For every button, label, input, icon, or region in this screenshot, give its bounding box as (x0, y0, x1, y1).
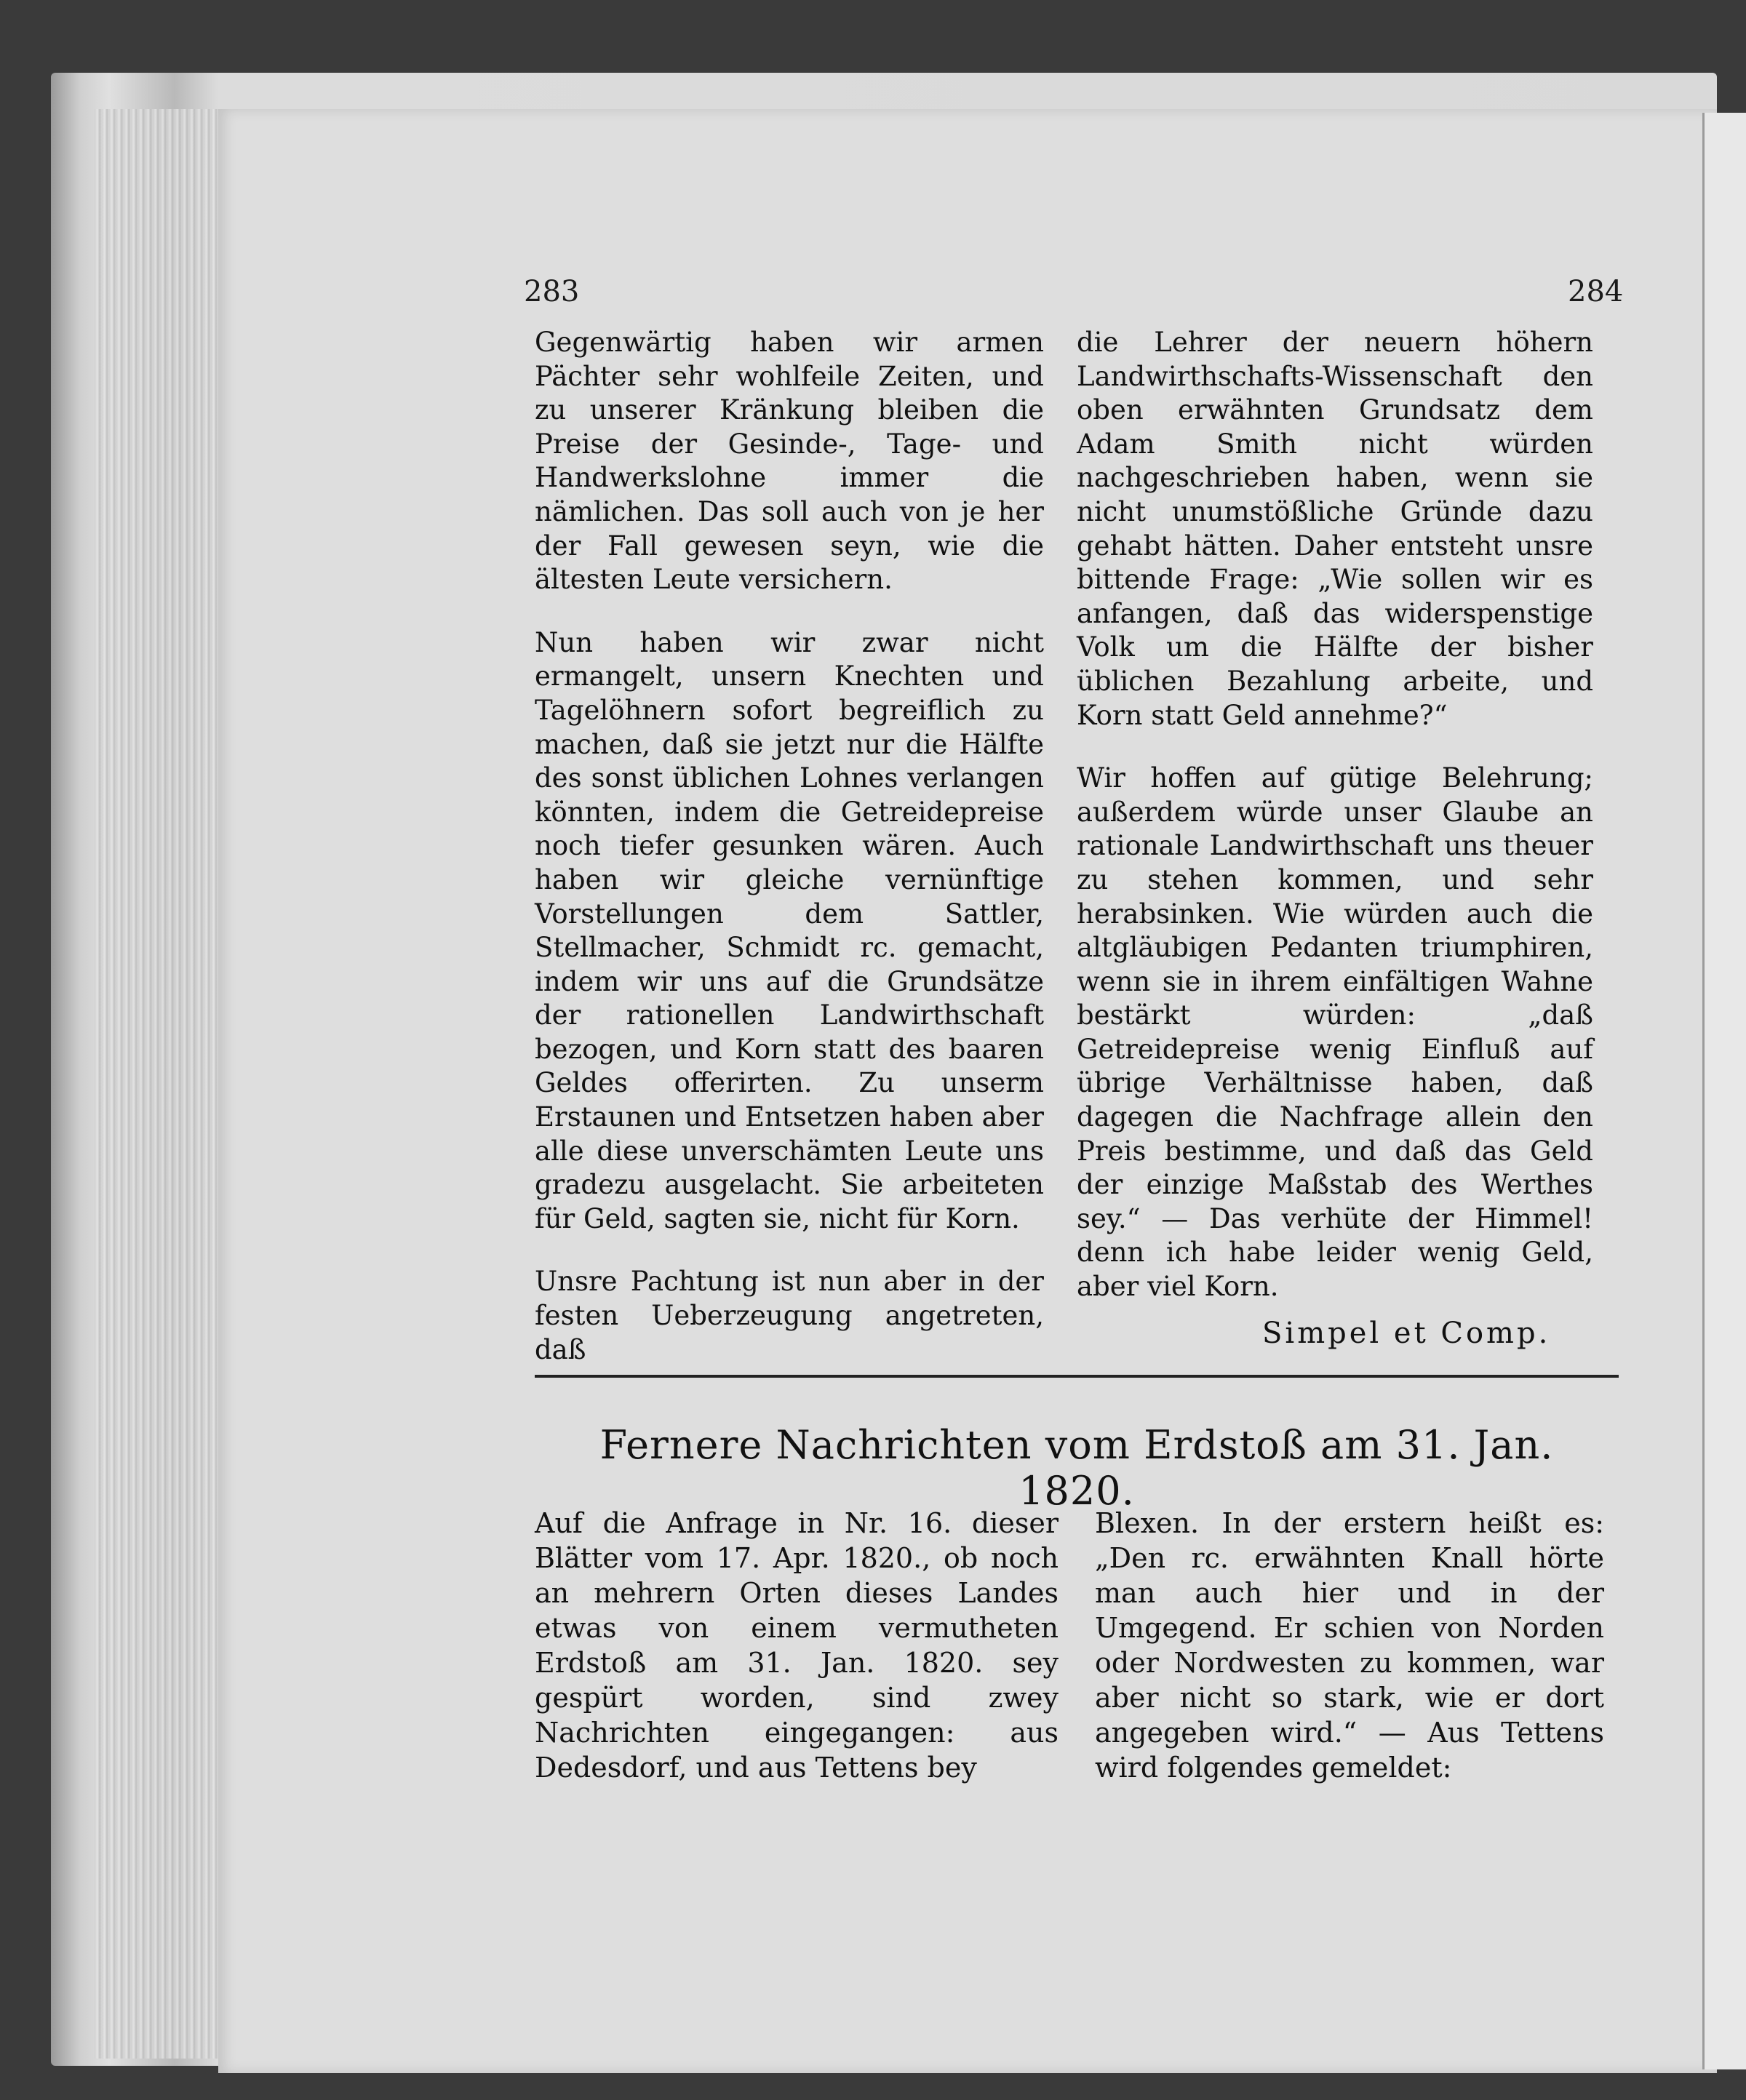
page-number-right: 284 (1568, 275, 1624, 308)
paragraph: Nun haben wir zwar nicht ermangelt, unsern Knechten und Tagelöhnern sofort begreiflich zu machen, daß sie jetzt nur die Hälfte des sonst üblichen Lohnes verlangen könnten, indem die Getreidepreise noch tiefer gesunken wären. Auch haben wir gleiche vernünftige Vorstellungen dem Sattler, Stellmacher, Schmidt rc. gemacht, indem wir uns auf die Grundsätze der rationellen Landwirthschaft bezogen, und Korn statt des baaren Geldes offerirten. Zu unserm Erstaunen und Entsetzen haben aber alle diese unverschämten Leute uns gradezu ausgelacht. Sie arbeiteten für Geld, sagten sie, nicht für Korn. (535, 626, 1044, 1234)
page-number-left: 283 (524, 275, 580, 308)
article2-column-2 (1095, 1506, 1604, 1785)
paragraph: Wir hoffen auf gütige Belehrung; außerdem würde unser Glaube an rationale Landwirthschaft uns theuer zu stehen kommen, und sehr herabsinken. Wie würden auch die altgläubigen Pedanten triumphiren, wenn sie in ihrem einfältigen Wahne bestärkt würden: „daß Getreidepreise wenig Einfluß auf übrige Verhältnisse haben, daß dagegen die Nachfrage allein den Preis bestimme, und daß das Geld der einzige Maßstab des Werthes sey.“ — Das verhüte der Himmel! denn ich habe leider wenig Geld, aber viel Korn. (1077, 762, 1593, 1303)
article2-column-1 (535, 1506, 1059, 1785)
next-page-edge (1702, 113, 1746, 2069)
article-column-1 (535, 326, 1044, 1367)
paragraph: Unsre Pachtung ist nun aber in der festen Ueberzeugung angetreten, daß (535, 1266, 1044, 1365)
section-divider (535, 1375, 1619, 1378)
paragraph: Auf die Anfrage in Nr. 16. dieser Blätter vom 17. Apr. 1820., ob noch an mehrern Orten dieses Landes etwas von einem vermutheten Erdstoß am 31. Jan. 1820. sey gespürt worden, sind zwey Nachrichten eingegangen: aus Dedesdorf, und aus Tettens bey (535, 1507, 1059, 1784)
paragraph: die Lehrer der neuern höhern Landwirthschafts-Wissenschaft den oben erwähnten Grundsatz dem Adam Smith nicht würden nachgeschrieben haben, wenn sie nicht unumstößliche Gründe dazu gehabt hätten. Daher entsteht unsre bittende Frage: „Wie sollen wir es anfangen, daß das widerspenstige Volk um die Hälfte der bisher üblichen Bezahlung arbeite, und Korn statt Geld annehme?“ (1077, 327, 1593, 731)
paragraph: Gegenwärtig haben wir armen Pächter sehr wohlfeile Zeiten, und zu unserer Kränkung bleiben die Preise der Gesinde-, Tage- und Handwerkslohne immer die nämlichen. Das soll auch von je her der Fall gewesen seyn, wie die ältesten Leute versichern. (535, 327, 1044, 596)
paragraph: Blexen. In der erstern heißt es: „Den rc. erwähnten Knall hörte man auch hier und in der Umgegend. Er schien von Norden oder Nordwesten zu kommen, war aber nicht so stark, wie er dort angegeben wird.“ — Aus Tettens wird folgendes gemeldet: (1095, 1507, 1604, 1784)
article-heading: Fernere Nachrichten vom Erdstoß am 31. Jan. 1820. (599, 1422, 1554, 1514)
signature: Simpel et Comp. (1262, 1317, 1551, 1350)
article-column-2 (1077, 326, 1593, 1304)
